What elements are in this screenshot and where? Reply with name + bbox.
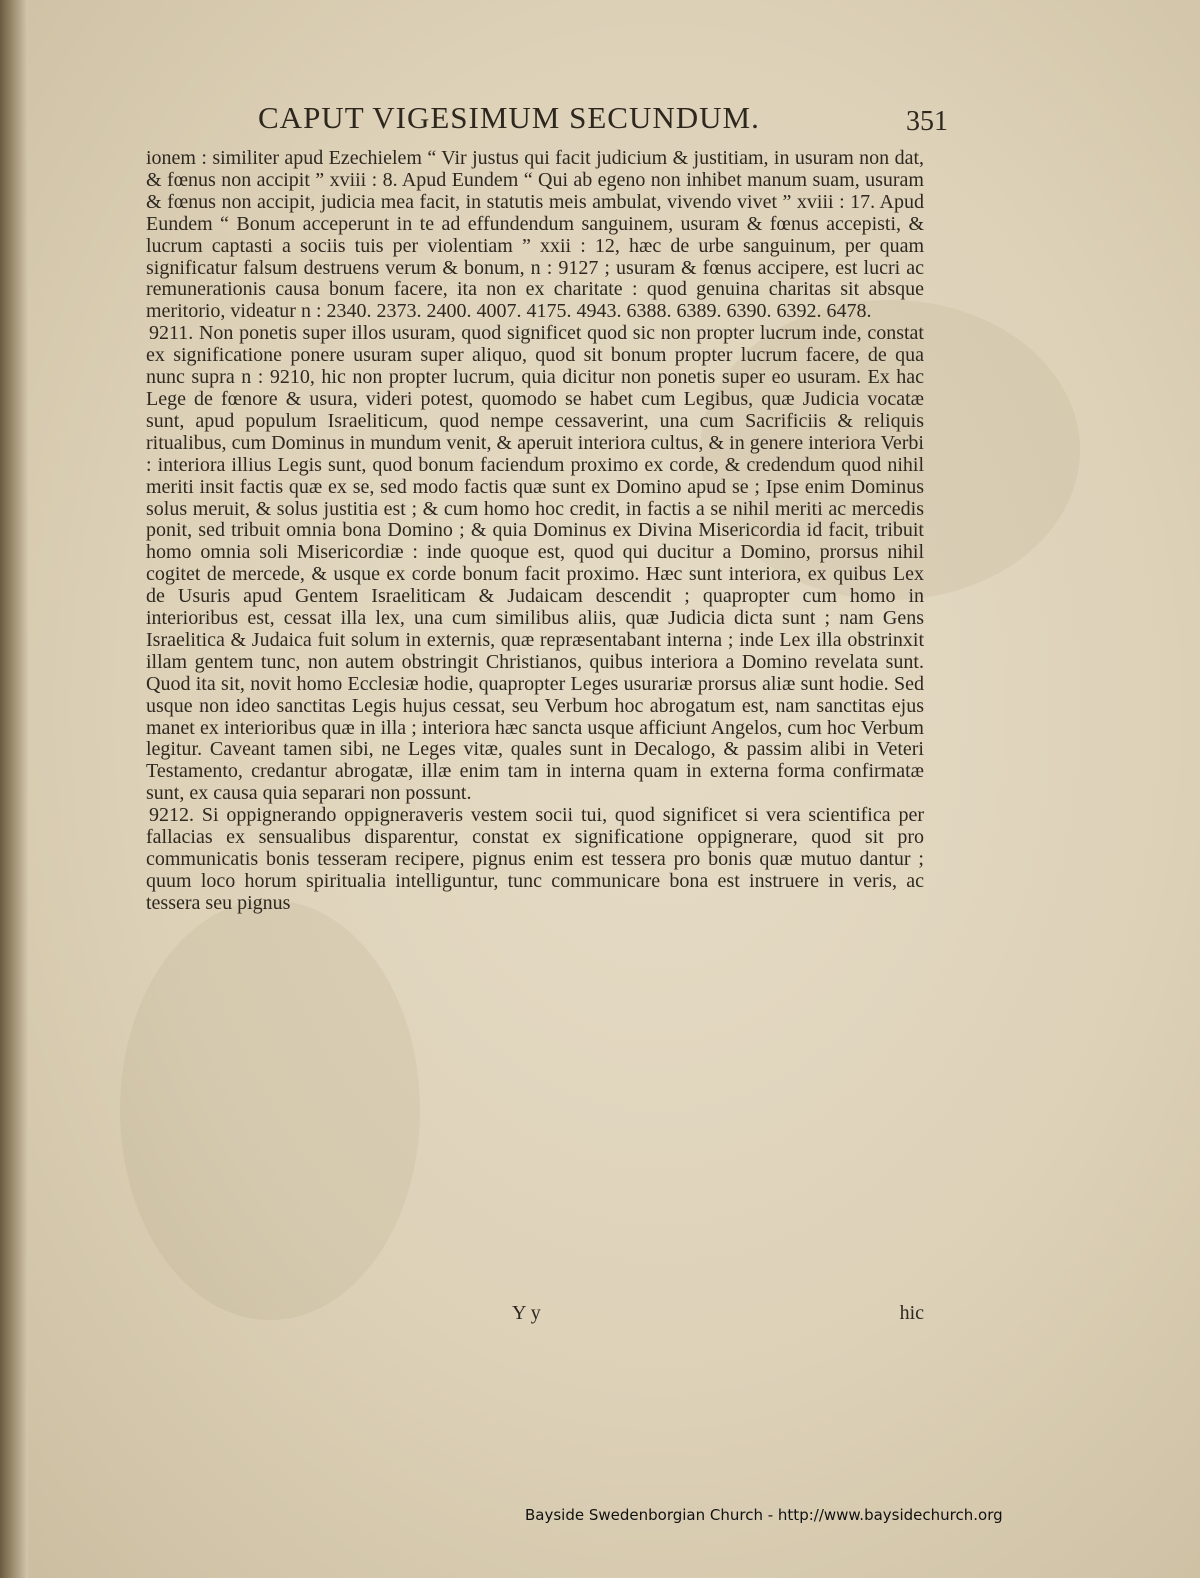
- paragraph-9211: 9211. Non ponetis super illos usuram, quod significet quod sic non propter lucrum inde, constat ex significatione ponere usuram super aliquo, quod sit bonum propter lucrum facere, de qua nunc supra n : 9210, hic non propter lucrum, quia dicitur non ponetis super eo usuram. Ex hac Lege de fœnore & usura, videri potest, quomodo se habet cum Legibus, quæ Judicia vocatæ sunt, apud populum Israeliticum, quod nempe cessaverint, una cum Sacrificiis & reliquis ritualibus, cum Dominus in mundum venit, & aperuit interiora cultus, & in genere interiora Verbi : interiora illius Legis sunt, quod bonum faciendum proximo ex corde, & credendum quod nihil meriti insit factis quæ ex se, sed modo factis quæ sunt ex Domino apud se ; Ipse enim Dominus solus meruit, & solus justitia est ; & cum homo hoc credit, in factis a se nihil meriti ac mercedis ponit, sed tribuit omnia bona Domino ; & quia Dominus ex Divina Misericordia id facit, tribuit homo omnia soli Misericordiæ : inde quoque est, quod qui ducitur a Domino, prorsus nihil cogitet de mercede, & usque ex corde bonum facit proximo. Hæc sunt interiora, ex quibus Lex de Usuris apud Gentem Israeliticam & Judaicam descendit ; quapropter cum homo in interioribus est, cessat illa lex, una cum similibus aliis, quæ Judicia dicta sunt ; nam Gens Israelitica & Judaica fuit solum in externis, quæ repræsentabant interna ; inde Lex illa obstrinxit illam gentem tunc, non autem obstringit Christianos, quibus interiora a Domino revelata sunt. Quod ita sit, novit homo Ecclesiæ hodie, quapropter Leges usurariæ prorsus aliæ sunt hodie. Sed usque non ideo sanctitas Legis hujus cessat, seu Verbum hoc abrogatum est, nam sanctitas ejus manet ex interioribus quæ in illa ; interiora hæc sancta usque afficiunt Angelos, cum hoc Verbum legitur. Caveant tamen sibi, ne Leges vitæ, quales sunt in Decalogo, & passim alibi in Veteri Testamento, credantur abrogatæ, illæ enim tam in interna quam in externa forma confirmatæ sunt, ex causa quia separari non possunt.: [146, 322, 924, 805]
- page-header: [258, 100, 948, 144]
- book-gutter-shadow: [0, 0, 28, 1578]
- body-text: [146, 148, 924, 915]
- paper-stain: [120, 900, 420, 1320]
- source-watermark: Bayside Swedenborgian Church - http://www.baysidechurch.org: [525, 1506, 1003, 1524]
- page-number: 351: [906, 106, 948, 137]
- running-title: CAPUT VIGESIMUM SECUNDUM.: [258, 100, 760, 135]
- signature-mark: Y y: [512, 1302, 541, 1324]
- catchword: hic: [899, 1302, 924, 1324]
- paragraph-continuation: ionem : similiter apud Ezechielem “ Vir justus qui facit judicium & justitiam, in usuram non dat, & fœnus non accipit ” xviii : 8. Apud Eundem “ Qui ab egeno non inhibet manum suam, usuram & fœnus non accipit, judicia mea facit, in statutis meis ambulat, vivendo vivet ” xviii : 17. Apud Eundem “ Bonum acceperunt in te ad effundendum sanguinem, usuram & fœnus accepisti, & lucrum captasti a sociis tuis per violentiam ” xxii : 12, hæc de urbe sanguinum, per quam significatur falsum destruens verum & bonum, n : 9127 ; usuram & fœnus accipere, est lucri ac remunerationis causa bonum facere, ita non ex charitate : quod genuina charitas sit absque meritorio, videatur n : 2340. 2373. 2400. 4007. 4175. 4943. 6388. 6389. 6390. 6392. 6478.: [146, 147, 924, 323]
- paragraph-9212: 9212. Si oppignerando oppigneraveris vestem socii tui, quod significet si vera scientifica per fallacias ex sensualibus disparentur, constat ex significatione oppignerare, quod sit pro communicatis bonis tesseram recipere, pignus enim est tessera pro bonis quæ mutuo dantur ; quum loco horum spiritualia intelliguntur, tunc communicare bona est instruere in veris, ac tessera seu pignus: [146, 804, 924, 914]
- page-footer: [146, 1302, 924, 1326]
